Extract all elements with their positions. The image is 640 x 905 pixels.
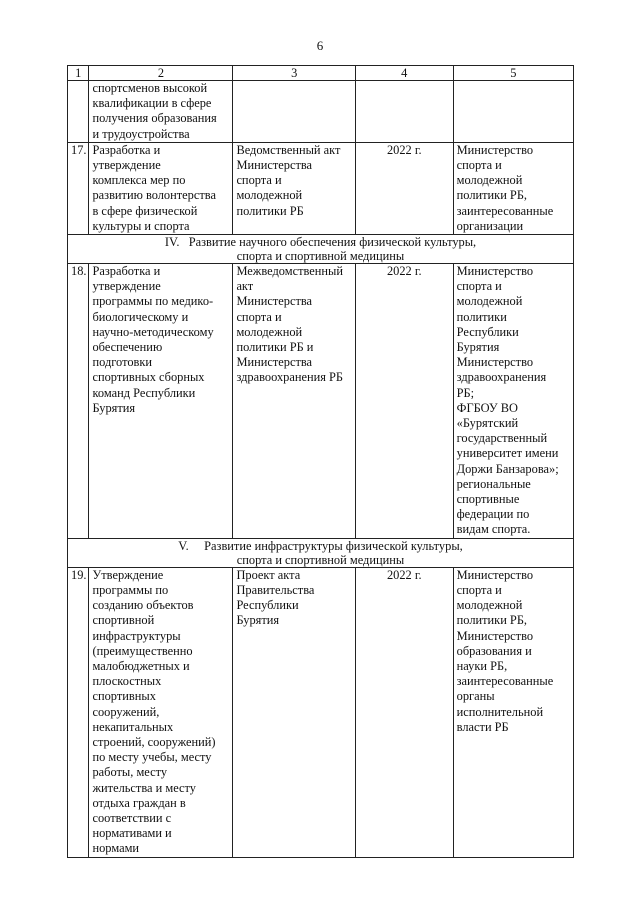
cell-line: спортивной <box>92 613 155 628</box>
cell-line: квалификации в сфере <box>92 96 212 111</box>
header-cell: 5 <box>453 66 573 81</box>
measures-table <box>67 65 574 858</box>
cell-line: плоскостных <box>92 674 162 689</box>
cell-line: обеспечению <box>92 340 163 355</box>
cell-line: отдыха граждан в <box>92 795 186 810</box>
cell-line: спортивных сборных <box>92 370 205 385</box>
cell-line: университет имени <box>456 446 559 461</box>
cell-line: (преимущественно <box>92 643 193 658</box>
table-row <box>68 142 574 234</box>
cell-line: развитию волонтерства <box>92 188 216 203</box>
cell-line: в сфере физической <box>92 203 198 218</box>
cell-line: и трудоустройства <box>92 126 190 141</box>
cell-line: подготовки <box>92 355 153 370</box>
cell-line: команд Республики <box>92 385 196 400</box>
cell-line: ФГБОУ ВО <box>456 400 518 415</box>
section-heading <box>68 235 574 264</box>
header-cell: 1 <box>68 66 89 81</box>
cell-line: молодежной <box>456 294 523 309</box>
cell-line: политики РБ <box>236 203 304 218</box>
cell-line: Министерство <box>456 567 534 582</box>
cell-line: Бурятия <box>456 340 500 355</box>
cell-line: спорта и <box>456 158 502 173</box>
cell-line: Бурятия <box>92 400 136 415</box>
cell-line: Разработка и <box>92 142 161 157</box>
cell-line: политики РБ, <box>456 613 528 628</box>
cell-line: программы по медико- <box>92 294 214 309</box>
table-row <box>68 81 574 143</box>
cell-line: науки РБ, <box>456 658 508 673</box>
cell-line: нормами <box>92 841 140 856</box>
date-cell <box>355 81 453 143</box>
act-cell <box>233 81 355 143</box>
cell-line: власти РБ <box>456 719 509 734</box>
cell-line: спортивных <box>92 689 156 704</box>
cell-line: некапитальных <box>92 719 174 734</box>
cell-line: работы, месту <box>92 765 168 780</box>
cell-line: соответствии с <box>92 810 172 825</box>
cell-line: политики РБ и <box>236 340 314 355</box>
cell-line: молодежной <box>236 188 303 203</box>
table-row <box>68 264 574 539</box>
cell-line: Бурятия <box>236 613 280 628</box>
cell-line: Республики <box>236 598 299 613</box>
header-cell: 3 <box>233 66 355 81</box>
page-number: 6 <box>316 38 324 53</box>
cell-line: малобюджетных и <box>92 658 190 673</box>
row-number-cell: 18. <box>68 264 89 539</box>
section-heading <box>68 538 574 567</box>
cell-line: заинтересованные <box>456 674 554 689</box>
cell-line: РБ; <box>456 385 475 400</box>
cell-line: Правительства <box>236 582 315 597</box>
cell-line: Министерства <box>236 294 313 309</box>
cell-line: получения образования <box>92 111 217 126</box>
cell-line: Министерство <box>456 628 534 643</box>
cell-line: Министерства <box>236 158 313 173</box>
header-row <box>68 66 574 81</box>
table-row <box>68 567 574 857</box>
cell-line: Разработка и <box>92 264 161 279</box>
cell-line: биологическому и <box>92 309 189 324</box>
cell-line: органы <box>456 689 495 704</box>
cell-line: Межведомственный <box>236 264 343 279</box>
act-cell <box>233 567 355 857</box>
cell-line: спортсменов высокой <box>92 81 208 95</box>
cell-line: нормативами и <box>92 826 172 841</box>
cell-line: федерации по <box>456 507 530 522</box>
cell-line: Министерство <box>456 264 534 279</box>
cell-line: жительства и месту <box>92 780 196 795</box>
cell-line: спорта и <box>236 309 282 324</box>
cell-line: Министерства <box>236 355 313 370</box>
description-cell <box>89 81 233 143</box>
cell-line: молодежной <box>456 173 523 188</box>
cell-line: комплекса мер по <box>92 173 186 188</box>
header-cell: 2 <box>89 66 233 81</box>
section-subtitle: спорта и спортивной медицины <box>236 249 405 264</box>
cell-line: региональные <box>456 476 531 491</box>
cell-line: акт <box>236 279 254 294</box>
cell-line: видам спорта. <box>456 522 531 537</box>
description-cell <box>89 567 233 857</box>
section-title: IV. Развитие научного обеспечения физической культуры, <box>164 235 477 250</box>
cell-line: Проект акта <box>236 567 301 582</box>
cell-line: здравоохранения <box>456 370 547 385</box>
cell-line: Республики <box>456 324 519 339</box>
cell-line: культуры и спорта <box>92 218 190 233</box>
cell-line: по месту учебы, месту <box>92 750 212 765</box>
cell-line: исполнительной <box>456 704 544 719</box>
cell-line: Доржи Банзарова»; <box>456 461 559 476</box>
responsible-cell <box>453 567 573 857</box>
cell-line: «Бурятский <box>456 416 519 431</box>
header-cell: 4 <box>355 66 453 81</box>
cell-line: организации <box>456 218 524 233</box>
cell-line: спорта и <box>236 173 282 188</box>
cell-line: Министерство <box>456 142 534 157</box>
cell-line: образования и <box>456 643 532 658</box>
cell-line: Утверждение <box>92 567 164 582</box>
cell-line: инфраструктуры <box>92 628 181 643</box>
cell-line: созданию объектов <box>92 598 194 613</box>
cell-line: спортивные <box>456 492 520 507</box>
date-cell: 2022 г. <box>355 142 453 234</box>
responsible-cell <box>453 81 573 143</box>
act-cell <box>233 264 355 539</box>
responsible-cell <box>453 264 573 539</box>
cell-line: здравоохранения РБ <box>236 370 344 385</box>
row-number-cell: 19. <box>68 567 89 857</box>
description-cell <box>89 264 233 539</box>
row-number-cell <box>68 81 89 143</box>
cell-line: заинтересованные <box>456 203 554 218</box>
section-row <box>68 235 574 264</box>
cell-line: молодежной <box>236 324 303 339</box>
cell-line: молодежной <box>456 598 523 613</box>
section-title: V. Развитие инфраструктуры физической культуры, <box>178 538 463 553</box>
cell-line: Министерство <box>456 355 534 370</box>
description-cell <box>89 142 233 234</box>
section-row <box>68 538 574 567</box>
date-cell: 2022 г. <box>355 264 453 539</box>
cell-line: Ведомственный акт <box>236 142 341 157</box>
cell-line: строений, сооружений) <box>92 734 216 749</box>
cell-line: политики РБ, <box>456 188 528 203</box>
act-cell <box>233 142 355 234</box>
cell-line: программы по <box>92 582 169 597</box>
cell-line: утверждение <box>92 279 161 294</box>
date-cell: 2022 г. <box>355 567 453 857</box>
cell-line: спорта и <box>456 279 502 294</box>
cell-line: научно-методическому <box>92 324 214 339</box>
row-number-cell: 17. <box>68 142 89 234</box>
cell-line: спорта и <box>456 582 502 597</box>
cell-line: государственный <box>456 431 548 446</box>
cell-line: сооружений, <box>92 704 160 719</box>
cell-line: политики <box>456 309 507 324</box>
responsible-cell <box>453 142 573 234</box>
section-subtitle: спорта и спортивной медицины <box>236 552 405 567</box>
cell-line: утверждение <box>92 158 161 173</box>
